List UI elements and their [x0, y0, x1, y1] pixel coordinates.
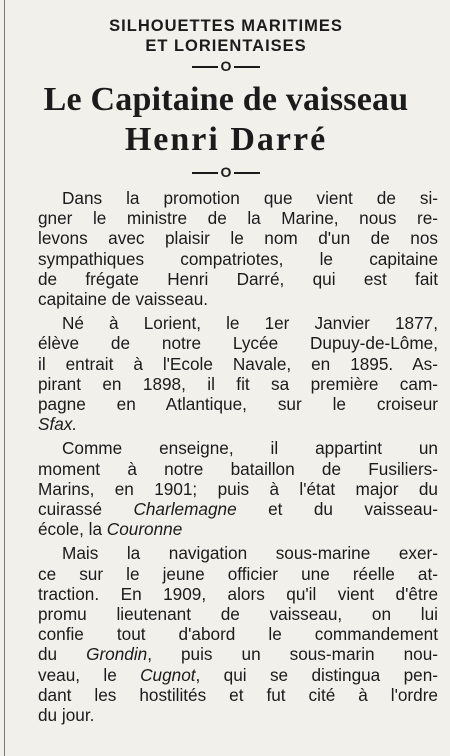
text-fragment: et du vaisseau-	[236, 499, 438, 520]
text-fragment: du	[38, 644, 87, 665]
text-fragment: école, la	[38, 519, 107, 540]
text-line: gner le ministre de la Marine, nous re-	[38, 208, 438, 229]
text-fragment: veau, le	[38, 664, 141, 685]
text-line: de frégate Henri Darré, qui est fait	[38, 268, 438, 289]
article-body	[14, 188, 438, 725]
text-line	[14, 665, 438, 685]
section-kicker-line-2: ET LORIENTAISES	[145, 37, 307, 55]
paragraph-2	[14, 313, 438, 434]
text-fragment: , qui se distingua pen-	[195, 664, 438, 685]
section-kicker-line-1: SILHOUETTES MARITIMES	[109, 17, 343, 35]
text-line: capitaine de vaisseau.	[38, 289, 209, 310]
separator-dash-right	[234, 172, 260, 174]
separator-ornament	[14, 58, 438, 74]
separator-ornament-2	[14, 164, 438, 180]
separator-dash-right	[234, 66, 260, 68]
text-line: il entrait à l'Ecole Navale, en 1895. As-	[38, 353, 438, 374]
separator-glyph: O	[220, 164, 232, 180]
text-line: promu lieutenant de vaisseau, on lui	[38, 604, 438, 625]
text-line: Mais la navigation sous-marine exer-	[62, 543, 438, 564]
ship-name: Sfax.	[38, 414, 78, 435]
text-line: élève de notre Lycée Dupuy-de-Lôme,	[38, 333, 438, 354]
text-line: du jour.	[38, 705, 95, 726]
paragraph-3	[14, 438, 438, 539]
text-line: dant les hostilités et fut cité à l'ordre	[38, 684, 438, 705]
separator-glyph: O	[220, 58, 232, 74]
headline-line-2: Henri Darré	[124, 121, 328, 158]
ship-name: Cugnot	[140, 664, 196, 685]
ship-name: Charlemagne	[133, 499, 237, 520]
headline-line-1: Le Capitaine de vaisseau	[43, 81, 409, 118]
column-rule	[4, 0, 5, 756]
text-line	[14, 519, 438, 539]
text-line: Dans la promotion que vient de si-	[62, 188, 438, 208]
text-line: confie tout d'abord le commandement	[38, 624, 438, 645]
text-line: sympathiques compatriotes, le capitaine	[38, 248, 438, 269]
ship-name: Couronne	[106, 519, 183, 540]
text-line: Comme enseigne, il appartint un	[62, 438, 438, 459]
ship-name: Grondin	[86, 644, 148, 665]
text-line: levons avec plaisir le nom d'un de nos	[38, 228, 438, 249]
article-headline	[14, 80, 438, 160]
text-line: traction. En 1909, alors qu'il vient d'être	[38, 583, 438, 604]
paragraph-1	[14, 188, 438, 309]
text-line	[14, 499, 438, 519]
text-line	[14, 644, 438, 664]
text-line: pirant en 1898, il fit sa première cam-	[38, 373, 438, 394]
text-fragment: cuirassé	[38, 499, 134, 520]
paragraph-4	[14, 543, 438, 725]
text-line: pagne en Atlantique, sur le croiseur	[38, 394, 438, 415]
text-line: Marins, en 1901; puis à l'état major du	[38, 478, 438, 499]
separator-dash-left	[192, 66, 218, 68]
text-line: moment à notre bataillon de Fusiliers-	[38, 458, 438, 479]
text-line: Né à Lorient, le 1er Janvier 1877,	[62, 313, 438, 334]
separator-dash-left	[192, 172, 218, 174]
text-line: ce sur le jeune officier une réelle at-	[38, 563, 438, 584]
text-fragment: , puis un sous-marin nou-	[147, 644, 438, 665]
text-line	[14, 414, 438, 434]
